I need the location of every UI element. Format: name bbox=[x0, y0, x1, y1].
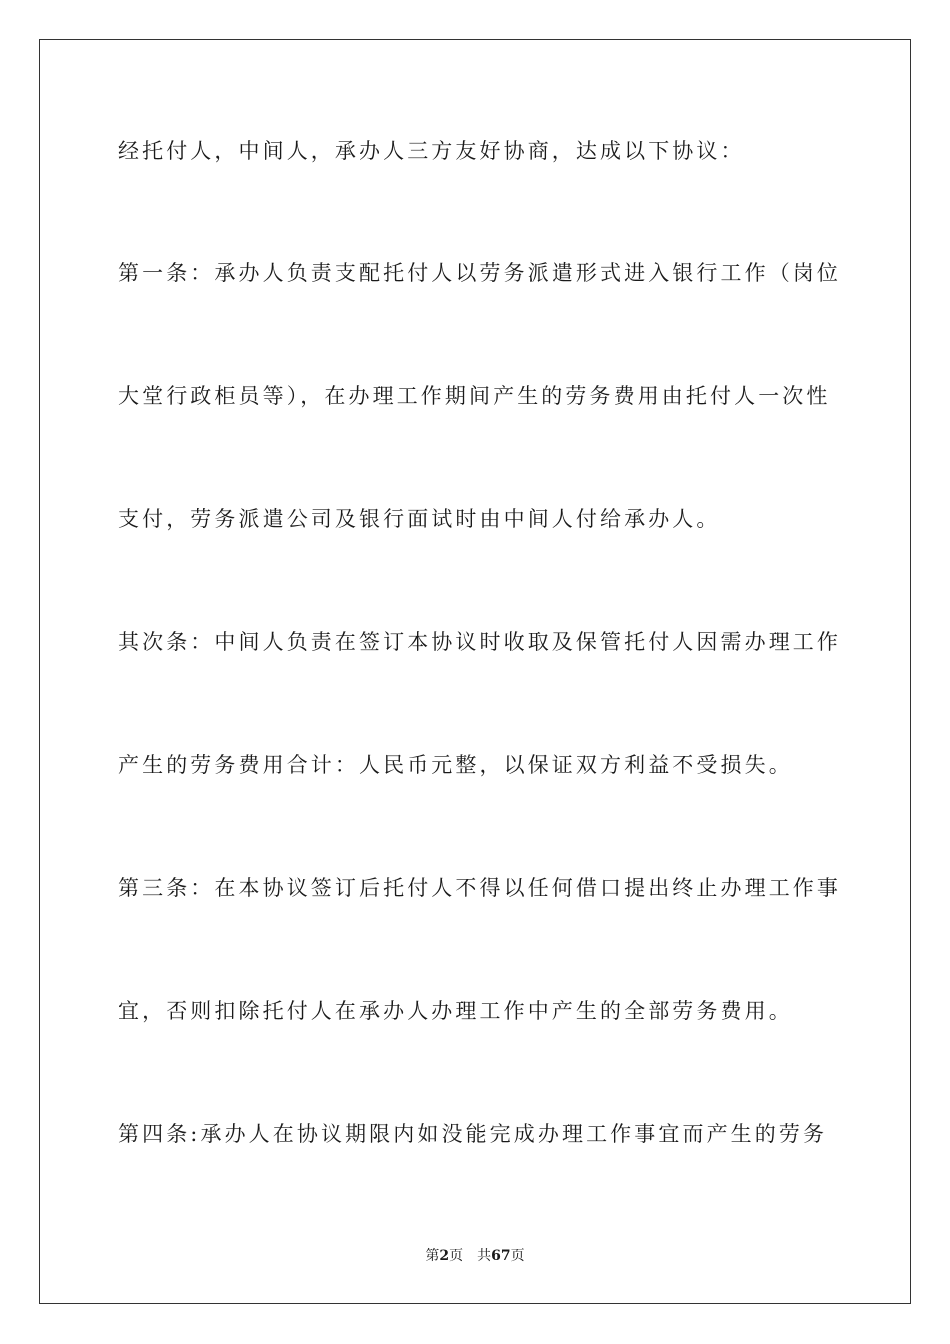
paragraph-line-5: 其次条：中间人负责在签订本协议时收取及保管托付人因需办理工作 bbox=[118, 630, 841, 654]
total-pages: 67 bbox=[491, 1248, 511, 1264]
paragraph-line-1: 经托付人，中间人，承办人三方友好协商，达成以下协议： bbox=[118, 139, 745, 163]
page-prefix: 第 bbox=[425, 1248, 440, 1264]
paragraph-line-6: 产生的劳务费用合计：人民币元整，以保证双方利益不受损失。 bbox=[118, 753, 793, 777]
total-suffix: 页 bbox=[510, 1248, 525, 1264]
page-border bbox=[39, 39, 911, 1304]
paragraph-line-7: 第三条：在本协议签订后托付人不得以任何借口提出终止办理工作事 bbox=[118, 876, 841, 900]
page-number: 2 bbox=[439, 1248, 450, 1264]
paragraph-line-2: 第一条：承办人负责支配托付人以劳务派遣形式进入银行工作（岗位 bbox=[118, 261, 841, 285]
page-footer bbox=[0, 1246, 950, 1266]
total-prefix: 共 bbox=[477, 1248, 492, 1264]
paragraph-line-9: 第四条:承办人在协议期限内如没能完成办理工作事宜而产生的劳务 bbox=[118, 1122, 828, 1146]
paragraph-line-3: 大堂行政柜员等），在办理工作期间产生的劳务费用由托付人一次性 bbox=[118, 384, 831, 408]
paragraph-line-4: 支付，劳务派遣公司及银行面试时由中间人付给承办人。 bbox=[118, 507, 721, 531]
paragraph-line-8: 宜，否则扣除托付人在承办人办理工作中产生的全部劳务费用。 bbox=[118, 999, 793, 1023]
page-suffix: 页 bbox=[449, 1248, 464, 1264]
